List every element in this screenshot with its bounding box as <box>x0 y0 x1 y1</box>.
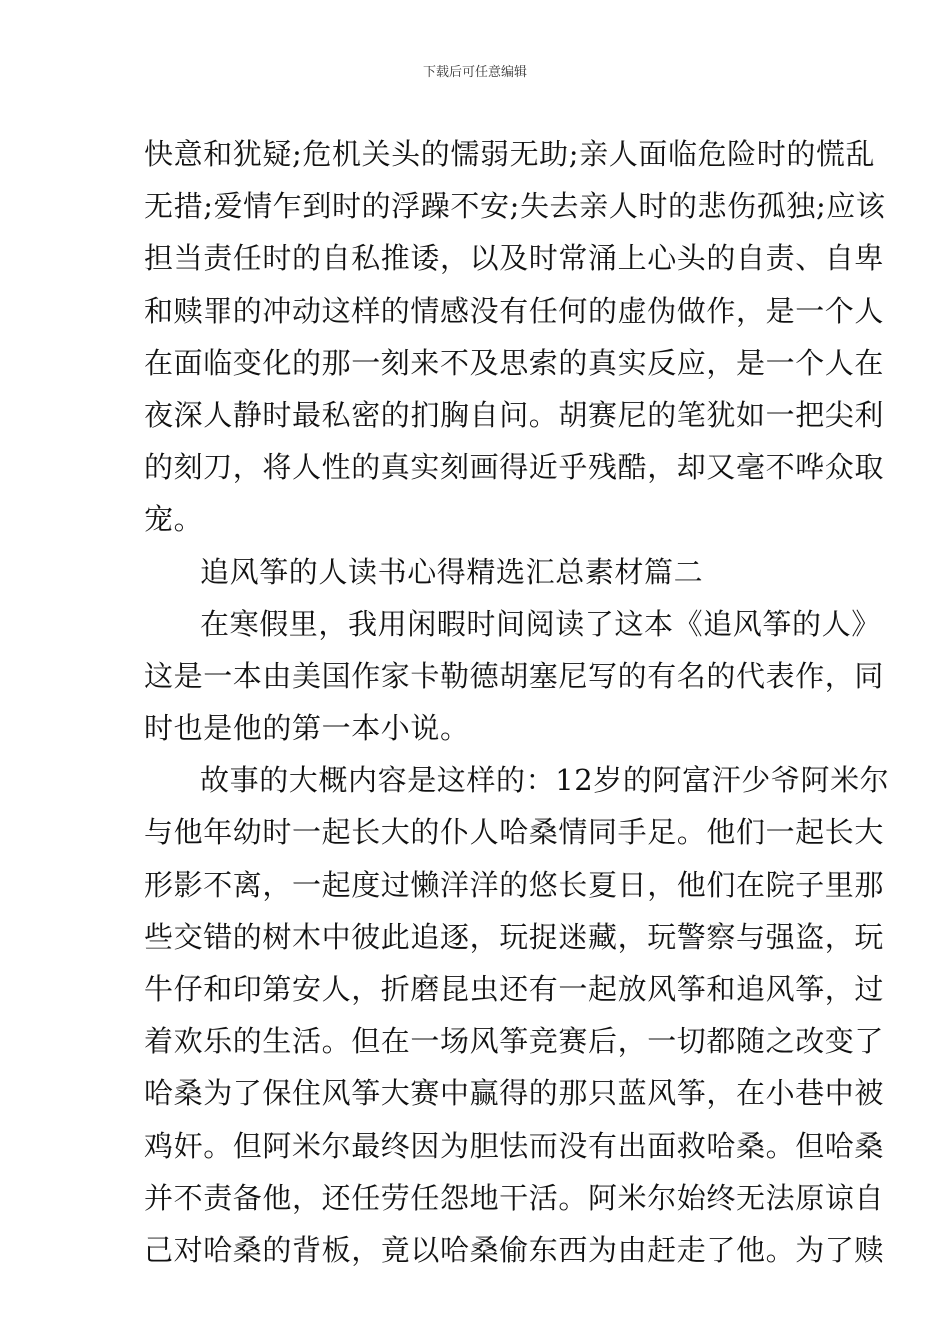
text-line: 哈桑为了保住风筝大赛中赢得的那只蓝风筝，在小巷中被 <box>144 1076 885 1111</box>
text-line: 并不责备他，还任劳任怨地干活。阿米尔始终无法原谅自 <box>144 1180 885 1215</box>
text-line: 时也是他的第一本小说。 <box>144 711 470 746</box>
document-body <box>144 128 890 1276</box>
text-line: 这是一本由美国作家卡勒德胡塞尼写的有名的代表作，同 <box>144 658 885 693</box>
page-header: 下载后可任意编辑 <box>422 65 527 80</box>
text-line: 担当责任时的自私推诿，以及时常涌上心头的自责、自卑 <box>144 241 885 276</box>
paragraph-start-line: 故事的大概内容是这样的：12岁的阿富汗少爷阿米尔 <box>200 763 890 798</box>
text-line: 己对哈桑的背板，竟以哈桑偷东西为由赶走了他。为了赎 <box>144 1232 885 1267</box>
text-line: 和赎罪的冲动这样的情感没有任何的虚伪做作，是一个人 <box>144 293 885 328</box>
text-line: 些交错的树木中彼此追逐，玩捉迷藏，玩警察与强盗，玩 <box>144 919 885 954</box>
text-line: 宠。 <box>144 502 204 537</box>
text-line: 夜深人静时最私密的扪胸自问。胡赛尼的笔犹如一把尖利 <box>144 397 885 432</box>
text-line: 鸡奸。但阿米尔最终因为胆怯而没有出面救哈桑。但哈桑 <box>144 1128 885 1163</box>
text-line: 牛仔和印第安人，折磨昆虫还有一起放风筝和追风筝，过 <box>144 972 885 1006</box>
section-heading: 追风筝的人读书心得精选汇总素材篇二 <box>200 554 704 589</box>
text-line: 在面临变化的那一刻来不及思索的真实反应，是一个人在 <box>144 345 885 380</box>
text-line: 的刻刀，将人性的真实刻画得近乎残酷，却又毫不哗众取 <box>144 450 885 485</box>
text-line: 快意和犹疑;危机关头的懦弱无助;亲人面临危险时的慌乱 <box>144 137 876 171</box>
text-line: 无措;爱情乍到时的浮躁不安;失去亲人时的悲伤孤独;应该 <box>144 189 886 224</box>
text-line: 与他年幼时一起长大的仆人哈桑情同手足。他们一起长大 <box>144 815 885 850</box>
text-line: 形影不离，一起度过懒洋洋的悠长夏日，他们在院子里那 <box>144 867 885 902</box>
text-line: 着欢乐的生活。但在一场风筝竞赛后，一切都随之改变了 <box>144 1024 885 1059</box>
paragraph-start-line: 在寒假里，我用闲暇时间阅读了这本《追风筝的人》 <box>200 606 881 641</box>
